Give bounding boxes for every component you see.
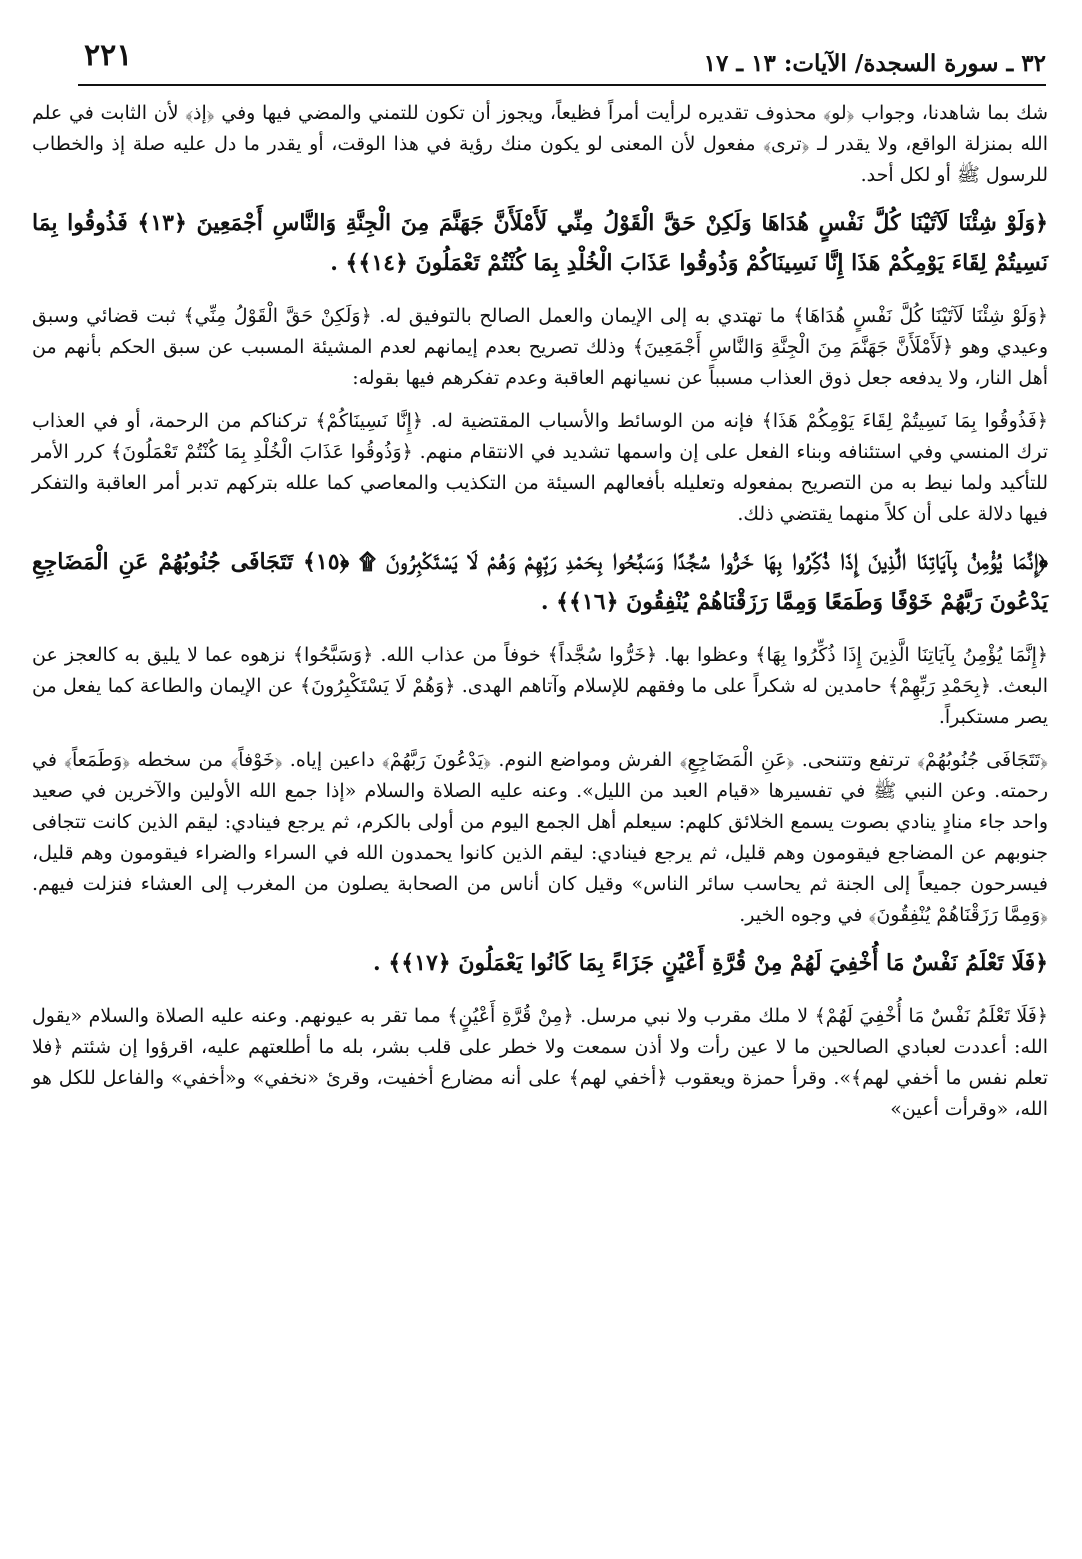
- commentary-paragraph: شك بما شاهدنا، وجواب ﴿لو﴾ محذوف تقديره لرأيت أمراً فظيعاً، ويجوز أن تكون للتمني والمضي فيها وفي ﴿إذ﴾ لأن الثابت في علم الله بمنزلة الواقع، ولا يقدر لـ ﴿ترى﴾ مفعول لأن المعنى لو يكون منك رؤية في هذا الوقت، أو يقدر ما دل عليه صلة إذ والخطاب للرسول ﷺ أو لكل أحد.: [32, 102, 1048, 186]
- page-header: [78, 36, 1046, 86]
- commentary-paragraph: ﴿فَلَا تَعْلَمُ نَفْسٌ مَا أُخْفِيَ لَهُمْ﴾ لا ملك مقرب ولا نبي مرسل. ﴿مِنْ قُرَّةِ أَعْيُنٍ﴾ مما تقر به عيونهم. وعنه عليه الصلاة والسلام «يقول الله: أعددت لعبادي الصالحين ما لا عين رأت ولا أذن سمعت ولا خطر على قلب بشر، بله ما أطلعتهم عليه، اقرؤوا إن شئتم ﴿فلا تعلم نفس ما أخفي لهم﴾». وقرأ حمزة ويعقوب ﴿أخفي لهم﴾ على أنه مضارع أخفيت، وقرئ «نخفي» و«أخفي» والفاعل للكل هو الله، «وقرأت أعين»: [32, 1005, 1048, 1120]
- page-number: ٢٢١: [84, 38, 133, 73]
- commentary-paragraph: ﴿تَتَجَافَى جُنُوبُهُمْ﴾ ترتفع وتتنحى. ﴿عَنِ الْمَضَاجِعِ﴾ الفرش ومواضع النوم. ﴿يَدْعُونَ رَبَّهُمْ﴾ داعين إياه. ﴿خَوْفاً﴾ من سخطه ﴿وَطَمَعاً﴾ في رحمته. وعن النبي ﷺ في تفسيرها «قيام العبد من الليل». وعنه عليه الصلاة والسلام «إذا جمع الله الأولين والآخرين في صعيد واحد جاء منادٍ ينادي بصوت يسمع الخلائق كلهم: سيعلم أهل الجمع اليوم من أولى بالكرم، ثم يرجع فينادي: ليقم الذين كانت تتجافى جنوبهم عن المضاجع فيقومون وهم قليل، ثم يرجع فينادي: ليقم الذين كانوا يحمدون الله في السراء والضراء فيقومون وهم قليل، فيسرحون جميعاً إلى الجنة ثم يحاسب سائر الناس» وقيل كان أناس من الصحابة يصلون من المغرب إلى العشاء فنزلت فيهم. ﴿وَمِمَّا رَزَقْنَاهُمْ يُنْفِقُونَ﴾ في وجوه الخير.: [32, 749, 1048, 926]
- commentary-paragraph: ﴿فَذُوقُوا بِمَا نَسِيتُمْ لِقَاءَ يَوْمِكُمْ هَذَا﴾ فإنه من الوسائط والأسباب المقتضية له. ﴿إِنَّا نَسِينَاكُمْ﴾ تركناكم من الرحمة، أو في العذاب ترك المنسي وفي استئنافه وبناء الفعل على إن واسمها تشديد في الانتقام منهم. ﴿وَذُوقُوا عَذَابَ الْخُلْدِ بِمَا كُنْتُمْ تَعْمَلُونَ﴾ كرر الأمر للتأكيد ولما نيط به من التصريح بمفعوله وتعليله بأفعالهم السيئة من التكذيب والمعاصي كما علله بتركهم تدبر أمر العاقبة والتفكر فيها دلالة على أن كلاً منهما يقتضي ذلك.: [32, 410, 1048, 525]
- commentary-paragraph: ﴿وَلَوْ شِئْنَا لَآتَيْنَا كُلَّ نَفْسٍ هُدَاهَا﴾ ما تهتدي به إلى الإيمان والعمل الصالح بالتوفيق له. ﴿وَلَكِنْ حَقَّ الْقَوْلُ مِنِّي﴾ ثبت قضائي وسبق وعيدي وهو ﴿لَأَمْلَأَنَّ جَهَنَّمَ مِنَ الْجِنَّةِ وَالنَّاسِ أَجْمَعِينَ﴾ وذلك تصريح بعدم إيمانهم لعدم المشيئة المسبب عن سبق الحكم بأنهم من أهل النار، ولا يدفعه جعل ذوق العذاب مسبباً عن نسيانهم العاقبة وعدم تفكرهم فيها بقوله:: [32, 305, 1048, 389]
- header-divider: [78, 84, 1046, 86]
- quran-verse-15-16: ﴿إِنَّمَا يُؤْمِنُ بِآيَاتِنَا الَّذِينَ إِذَا ذُكِّرُوا بِهَا خَرُّوا سُجَّدًا وَسَبَّحُوا بِحَمْدِ رَبِّهِمْ وَهُمْ لَا يَسْتَكْبِرُونَ ۩ ﴿١٥﴾ تَتَجَافَى جُنُوبُهُمْ عَنِ الْمَضَاجِعِ يَدْعُونَ رَبَّهُمْ خَوْفًا وَطَمَعًا وَمِمَّا رَزَقْنَاهُمْ يُنْفِقُونَ ﴿١٦﴾﴾ .: [32, 549, 1048, 615]
- quran-verse-17: ﴿فَلَا تَعْلَمُ نَفْسٌ مَا أُخْفِيَ لَهُمْ مِنْ قُرَّةِ أَعْيُنٍ جَزَاءً بِمَا كَانُوا يَعْمَلُونَ ﴿١٧﴾﴾ .: [373, 950, 1048, 976]
- quran-verse-13-14: ﴿وَلَوْ شِئْنَا لَآتَيْنَا كُلَّ نَفْسٍ هُدَاهَا وَلَكِنْ حَقَّ الْقَوْلُ مِنِّي لَأَمْلَأَنَّ جَهَنَّمَ مِنَ الْجِنَّةِ وَالنَّاسِ أَجْمَعِينَ ﴿١٣﴾ فَذُوقُوا بِمَا نَسِيتُمْ لِقَاءَ يَوْمِكُمْ هَذَا إِنَّا نَسِينَاكُمْ وَذُوقُوا عَذَابَ الْخُلْدِ بِمَا كُنْتُمْ تَعْمَلُونَ ﴿١٤﴾﴾ .: [32, 210, 1049, 276]
- page-body: [32, 98, 1048, 1548]
- running-title: ٣٢ ـ سورة السجدة/ الآيات: ١٣ ـ ١٧: [703, 50, 1046, 77]
- commentary-paragraph: ﴿إِنَّمَا يُؤْمِنُ بِآيَاتِنَا الَّذِينَ إِذَا ذُكِّرُوا بِهَا﴾ وعظوا بها. ﴿خَرُّوا سُجَّداً﴾ خوفاً من عذاب الله. ﴿وَسَبَّحُوا﴾ نزهوه عما لا يليق به كالعجز عن البعث. ﴿بِحَمْدِ رَبِّهِمْ﴾ حامدين له شكراً على ما وفقهم للإسلام وآتاهم الهدى. ﴿وَهُمْ لَا يَسْتَكْبِرُونَ﴾ عن الإيمان والطاعة كما يفعل من يصر مستكبراً.: [32, 644, 1048, 728]
